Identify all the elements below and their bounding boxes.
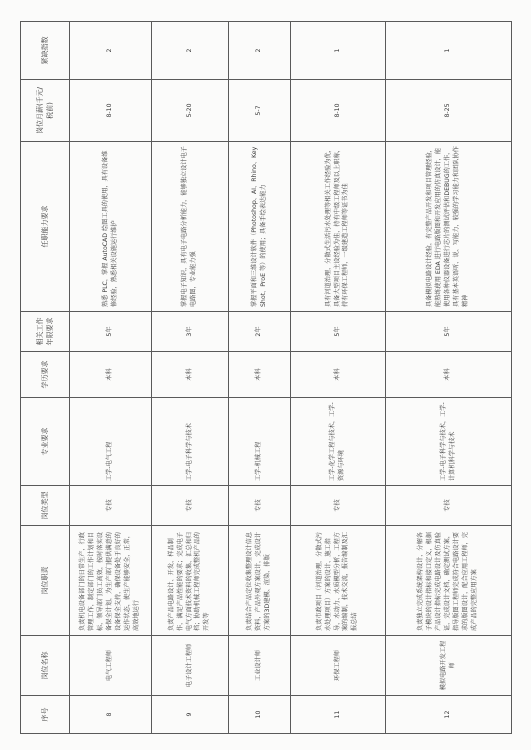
cell-salary: 8-10 xyxy=(70,80,152,142)
cell-education: 本科 xyxy=(386,352,512,398)
cell-education: 本科 xyxy=(291,352,386,398)
cell-no: 9 xyxy=(152,696,229,734)
cell-years: 5年 xyxy=(70,312,152,352)
cell-major: 工学-电子科学与技术，工学-计算机科学与技术 xyxy=(386,398,512,486)
cell-scarcity: 2 xyxy=(70,22,152,80)
cell-years: 2年 xyxy=(229,312,291,352)
cell-duty: 负责产品电路设计、开发、样品制作，满足产品性能的要求；完成电子电气方面技术资料的收集、汇总和归档；协助机械工程师完成整机产品的开发等 xyxy=(152,526,229,636)
header-ability: 任职能力要求 xyxy=(21,142,70,312)
cell-major: 工学-机械工程 xyxy=(229,398,291,486)
cell-position-name: 环保工程师 xyxy=(291,636,386,696)
cell-ability: 掌握平面和三维设计软件（Photoshop、AI、Rhino、KeyShot、ProE 等）的使用；具备手绘表达能力 xyxy=(229,142,291,312)
cell-major: 工学-电子科学与技术 xyxy=(152,398,229,486)
table-row xyxy=(70,22,152,734)
cell-no: 8 xyxy=(70,696,152,734)
cell-salary: 5-20 xyxy=(152,80,229,142)
table-row xyxy=(229,22,291,734)
cell-ability: 具备模拟电路设计经验，有完整产品开发和项目管理经验，能熟练使用 EDA 进行电路版图和开发应用的仿真设计，能使用各种仪器设备进行芯片的测试评估和DEBUG的工作，具有基本英语听、说、写能力，较强的学习能力和团队协作精神 xyxy=(386,142,512,312)
header-education: 学历要求 xyxy=(21,352,70,398)
table-row xyxy=(152,22,229,734)
cell-years: 3年 xyxy=(152,312,229,352)
cell-education: 本科 xyxy=(229,352,291,398)
cell-major: 工学-电气工程 xyxy=(70,398,152,486)
cell-position-name: 电子设计工程师 xyxy=(152,636,229,696)
cell-no: 11 xyxy=(291,696,386,734)
cell-scarcity: 2 xyxy=(152,22,229,80)
cell-salary: 5-7 xyxy=(229,80,291,142)
header-scarcity: 紧缺指数 xyxy=(21,22,70,80)
table-row xyxy=(291,22,386,734)
cell-no: 12 xyxy=(386,696,512,734)
cell-scarcity: 1 xyxy=(291,22,386,80)
cell-salary: 8-10 xyxy=(291,80,386,142)
cell-salary: 8-25 xyxy=(386,80,512,142)
table-row xyxy=(386,22,512,734)
cell-position-name: 模拟电路开发工程师 xyxy=(386,636,512,696)
header-position-type: 岗位类型 xyxy=(21,486,70,526)
cell-major: 工学-化学工程与技术，工学-资源与环境 xyxy=(291,398,386,486)
cell-duty: 负责市政项目（河道治理，分散式污水处理项目）方案的设计、施工指导，水动力、水质模型分析，工程方案的编制，技术交流，报告编制及汇报总结 xyxy=(291,526,386,636)
rotated-table-wrapper xyxy=(20,22,506,734)
header-no: 序号 xyxy=(21,696,70,734)
cell-duty: 负责机电设备部门的日常生产，行政管理工作，制定部门的工作计划和目标，领导部门员工高效，按时落实设备保全计划，为生产部门提供满意的设备保全支持，确保设备处于良好的运作状态，使生产能够安全，正常，高效地运行 xyxy=(70,526,152,636)
cell-position-type: 专技 xyxy=(386,486,512,526)
header-years: 相关工作年限要求 xyxy=(21,312,70,352)
cell-education: 本科 xyxy=(152,352,229,398)
cell-ability: 掌握电子知识，具有电子电路分析能力，能够独立设计电子电路图，专业能力强 xyxy=(152,142,229,312)
cell-scarcity: 2 xyxy=(229,22,291,80)
cell-position-type: 专技 xyxy=(70,486,152,526)
cell-education: 本科 xyxy=(70,352,152,398)
cell-duty: 负责结合产品定位收集整理设计信息资料，产品外观方案设计，完成设计方案的3D建模、渲染、排版 xyxy=(229,526,291,636)
cell-duty: 负责独立完成系统架构设计，分解各子模块的设计指标和接口定义，根据产品设计指标完成电路设计及仿真验证，完成设计文档，确定测试方案，指导版图工程师完成符合电路设计要求的版图设计，配合应用工程师，完成产品的完整应用方案 xyxy=(386,526,512,636)
header-duty: 岗位职责 xyxy=(21,526,70,636)
cell-position-type: 专技 xyxy=(152,486,229,526)
header-salary: 岗位月薪(千元/税前) xyxy=(21,80,70,142)
cell-years: 5年 xyxy=(386,312,512,352)
cell-position-type: 专技 xyxy=(291,486,386,526)
cell-no: 10 xyxy=(229,696,291,734)
cell-ability: 具有河道治理，分散式生活污水处理等相关工作经验为优，具备大型项目主设经验为佳，持有中级工程师及以上职称，持有环保工程师，一级建造工程师等证书为佳 xyxy=(291,142,386,312)
cell-position-name: 工业设计师 xyxy=(229,636,291,696)
cell-position-type: 专技 xyxy=(229,486,291,526)
cell-scarcity: 1 xyxy=(386,22,512,80)
job-requirements-table xyxy=(20,21,512,734)
cell-position-name: 电气工程师 xyxy=(70,636,152,696)
header-major: 专业要求 xyxy=(21,398,70,486)
table-header-row xyxy=(21,22,70,734)
header-position-name: 岗位名称 xyxy=(21,636,70,696)
cell-years: 5年 xyxy=(291,312,386,352)
cell-ability: 熟悉 PLC，掌握 AutoCAD 绘图工具的使用，具有设备维修经验，熟悉相关设施运行维护 xyxy=(70,142,152,312)
